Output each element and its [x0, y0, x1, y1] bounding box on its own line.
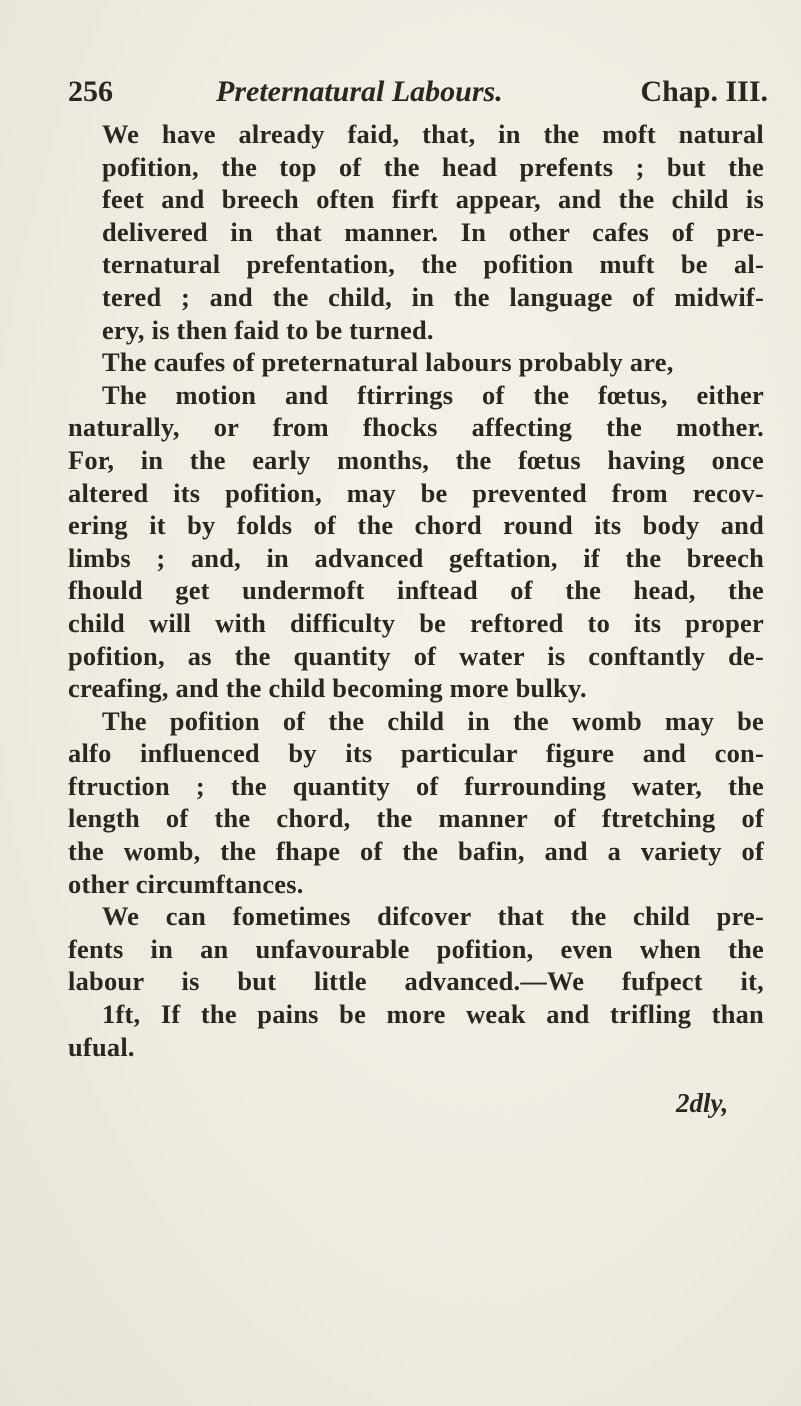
text-line: The pofition of the child in the womb may be [102, 705, 764, 736]
text-line: labour is but little advanced.—We fufpect it, [68, 966, 764, 997]
text-line: The motion and ftirrings of the fœtus, either [102, 379, 764, 410]
paragraph-2 [68, 346, 764, 379]
chapter-label: Chap. III. [640, 75, 768, 108]
text-line: 1ft, If the pains be more weak and trifling than [102, 999, 764, 1030]
text-line: For, in the early months, the fœtus having once [68, 444, 764, 475]
text-line: delivered in that manner. In other cafes of pre- [102, 216, 764, 247]
text-line: ftruction ; the quantity of furrounding water, the [68, 770, 764, 801]
paragraph-6 [68, 998, 764, 1063]
paragraph-1 [68, 118, 764, 346]
text-line: fhould get undermoft inftead of the head, the [68, 575, 764, 606]
text-line: naturally, or from fhocks affecting the mother. [68, 412, 764, 443]
text-line: limbs ; and, in advanced geftation, if the breech [68, 542, 764, 573]
text-line: We can fometimes difcover that the child pre- [102, 901, 764, 932]
text-line: ternatural prefentation, the pofition muft be al- [102, 249, 764, 280]
text-line: child will with difficulty be reftored to its proper [68, 607, 764, 638]
text-line: ering it by folds of the chord round its body and [68, 510, 764, 541]
text-line: other circumftances. [68, 868, 304, 899]
running-title: Preternatural Labours. [216, 75, 503, 108]
text-line: pofition, the top of the head prefents ; but the [102, 151, 764, 182]
text-line: We have already faid, that, in the moft natural [102, 119, 764, 149]
text-line: fents in an unfavourable pofition, even when the [68, 933, 764, 964]
text-line: alfo influenced by its particular figure and con- [68, 738, 764, 769]
running-header [68, 72, 768, 112]
page-number: 256 [68, 75, 113, 108]
text-line: length of the chord, the manner of ftretching of [68, 803, 764, 834]
text-line: altered its pofition, may be prevented from recov- [68, 477, 764, 508]
text-line: tered ; and the child, in the language of midwif- [102, 281, 764, 312]
catchword: 2dly, [676, 1088, 729, 1118]
text-line: ufual. [68, 1031, 135, 1062]
text-line: ery, is then faid to be turned. [102, 314, 434, 345]
page-body [68, 118, 764, 1063]
text-line: feet and breech often firft appear, and the child is [102, 184, 764, 215]
text-line: pofition, as the quantity of water is conftantly de- [68, 640, 764, 671]
text-line: the womb, the fhape of the bafin, and a variety of [68, 836, 764, 867]
paragraph-3 [68, 379, 764, 705]
text-line: creafing, and the child becoming more bulky. [68, 673, 587, 704]
paragraph-4 [68, 705, 764, 901]
text-line: The caufes of preternatural labours probably are, [102, 347, 674, 378]
paragraph-5 [68, 900, 764, 998]
